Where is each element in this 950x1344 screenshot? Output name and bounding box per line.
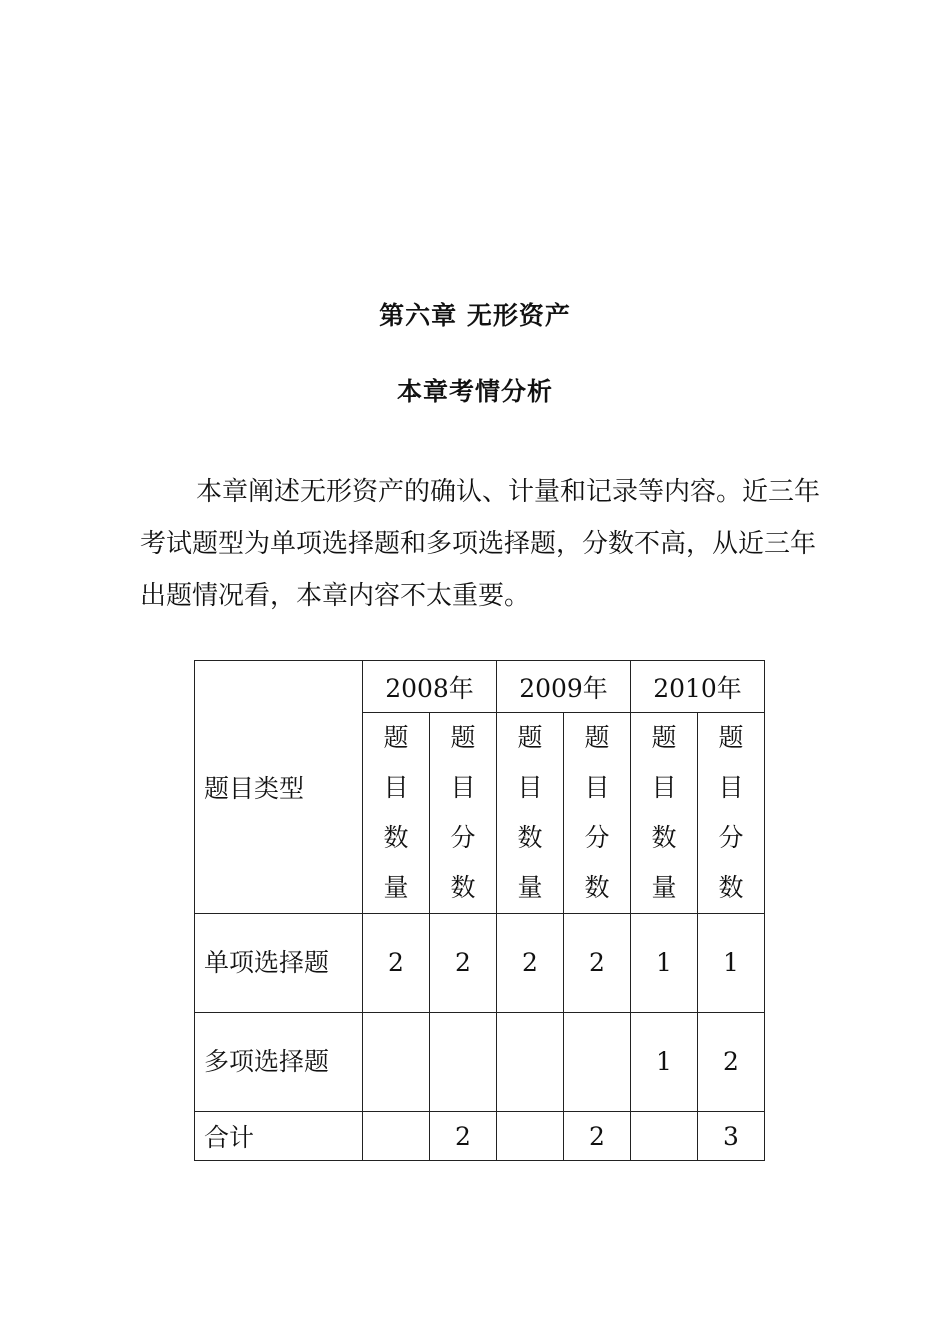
row-label: 单项选择题 (195, 914, 363, 1013)
exam-stats-table (194, 660, 765, 1161)
year-header: 2008年 (363, 661, 497, 713)
table-cell: 3 (698, 1112, 765, 1161)
table-row (195, 1013, 765, 1112)
table-cell (363, 1013, 430, 1112)
table-cell: 2 (430, 914, 497, 1013)
sub-header-cell: 题 目 分 数 (564, 713, 631, 914)
table-cell: 2 (430, 1112, 497, 1161)
sub-header-cell: 题 目 数 量 (497, 713, 564, 914)
sub-header-cell: 题 目 数 量 (363, 713, 430, 914)
table-row (195, 1112, 765, 1161)
table-cell: 2 (363, 914, 430, 1013)
table-cell: 1 (631, 1013, 698, 1112)
row-label: 合计 (195, 1112, 363, 1161)
table-row (195, 914, 765, 1013)
year-header: 2009年 (497, 661, 631, 713)
intro-paragraph (140, 466, 820, 622)
section-title: 本章考情分析 (396, 377, 553, 406)
table-cell (430, 1013, 497, 1112)
chapter-title: 第六章 无形资产 (379, 301, 571, 330)
table-cell (363, 1112, 430, 1161)
table-cell (631, 1112, 698, 1161)
table-cell: 2 (698, 1013, 765, 1112)
table-cell: 1 (631, 914, 698, 1013)
year-header: 2010年 (631, 661, 765, 713)
table-cell: 1 (698, 914, 765, 1013)
table-cell: 2 (497, 914, 564, 1013)
corner-header: 题目类型 (195, 661, 363, 914)
table-cell: 2 (564, 1112, 631, 1161)
sub-header-cell: 题 目 分 数 (430, 713, 497, 914)
sub-header-cell: 题 目 数 量 (631, 713, 698, 914)
table-cell (497, 1112, 564, 1161)
table-cell: 2 (564, 914, 631, 1013)
table-cell (564, 1013, 631, 1112)
row-label: 多项选择题 (195, 1013, 363, 1112)
sub-header-cell: 题 目 分 数 (698, 713, 765, 914)
intro-paragraph-text: 本章阐述无形资产的确认、计量和记录等内容。近三年考试题型为单项选择题和多项选择题，分数不高，从近三年出题情况看，本章内容不太重要。 (140, 477, 821, 611)
table-cell (497, 1013, 564, 1112)
